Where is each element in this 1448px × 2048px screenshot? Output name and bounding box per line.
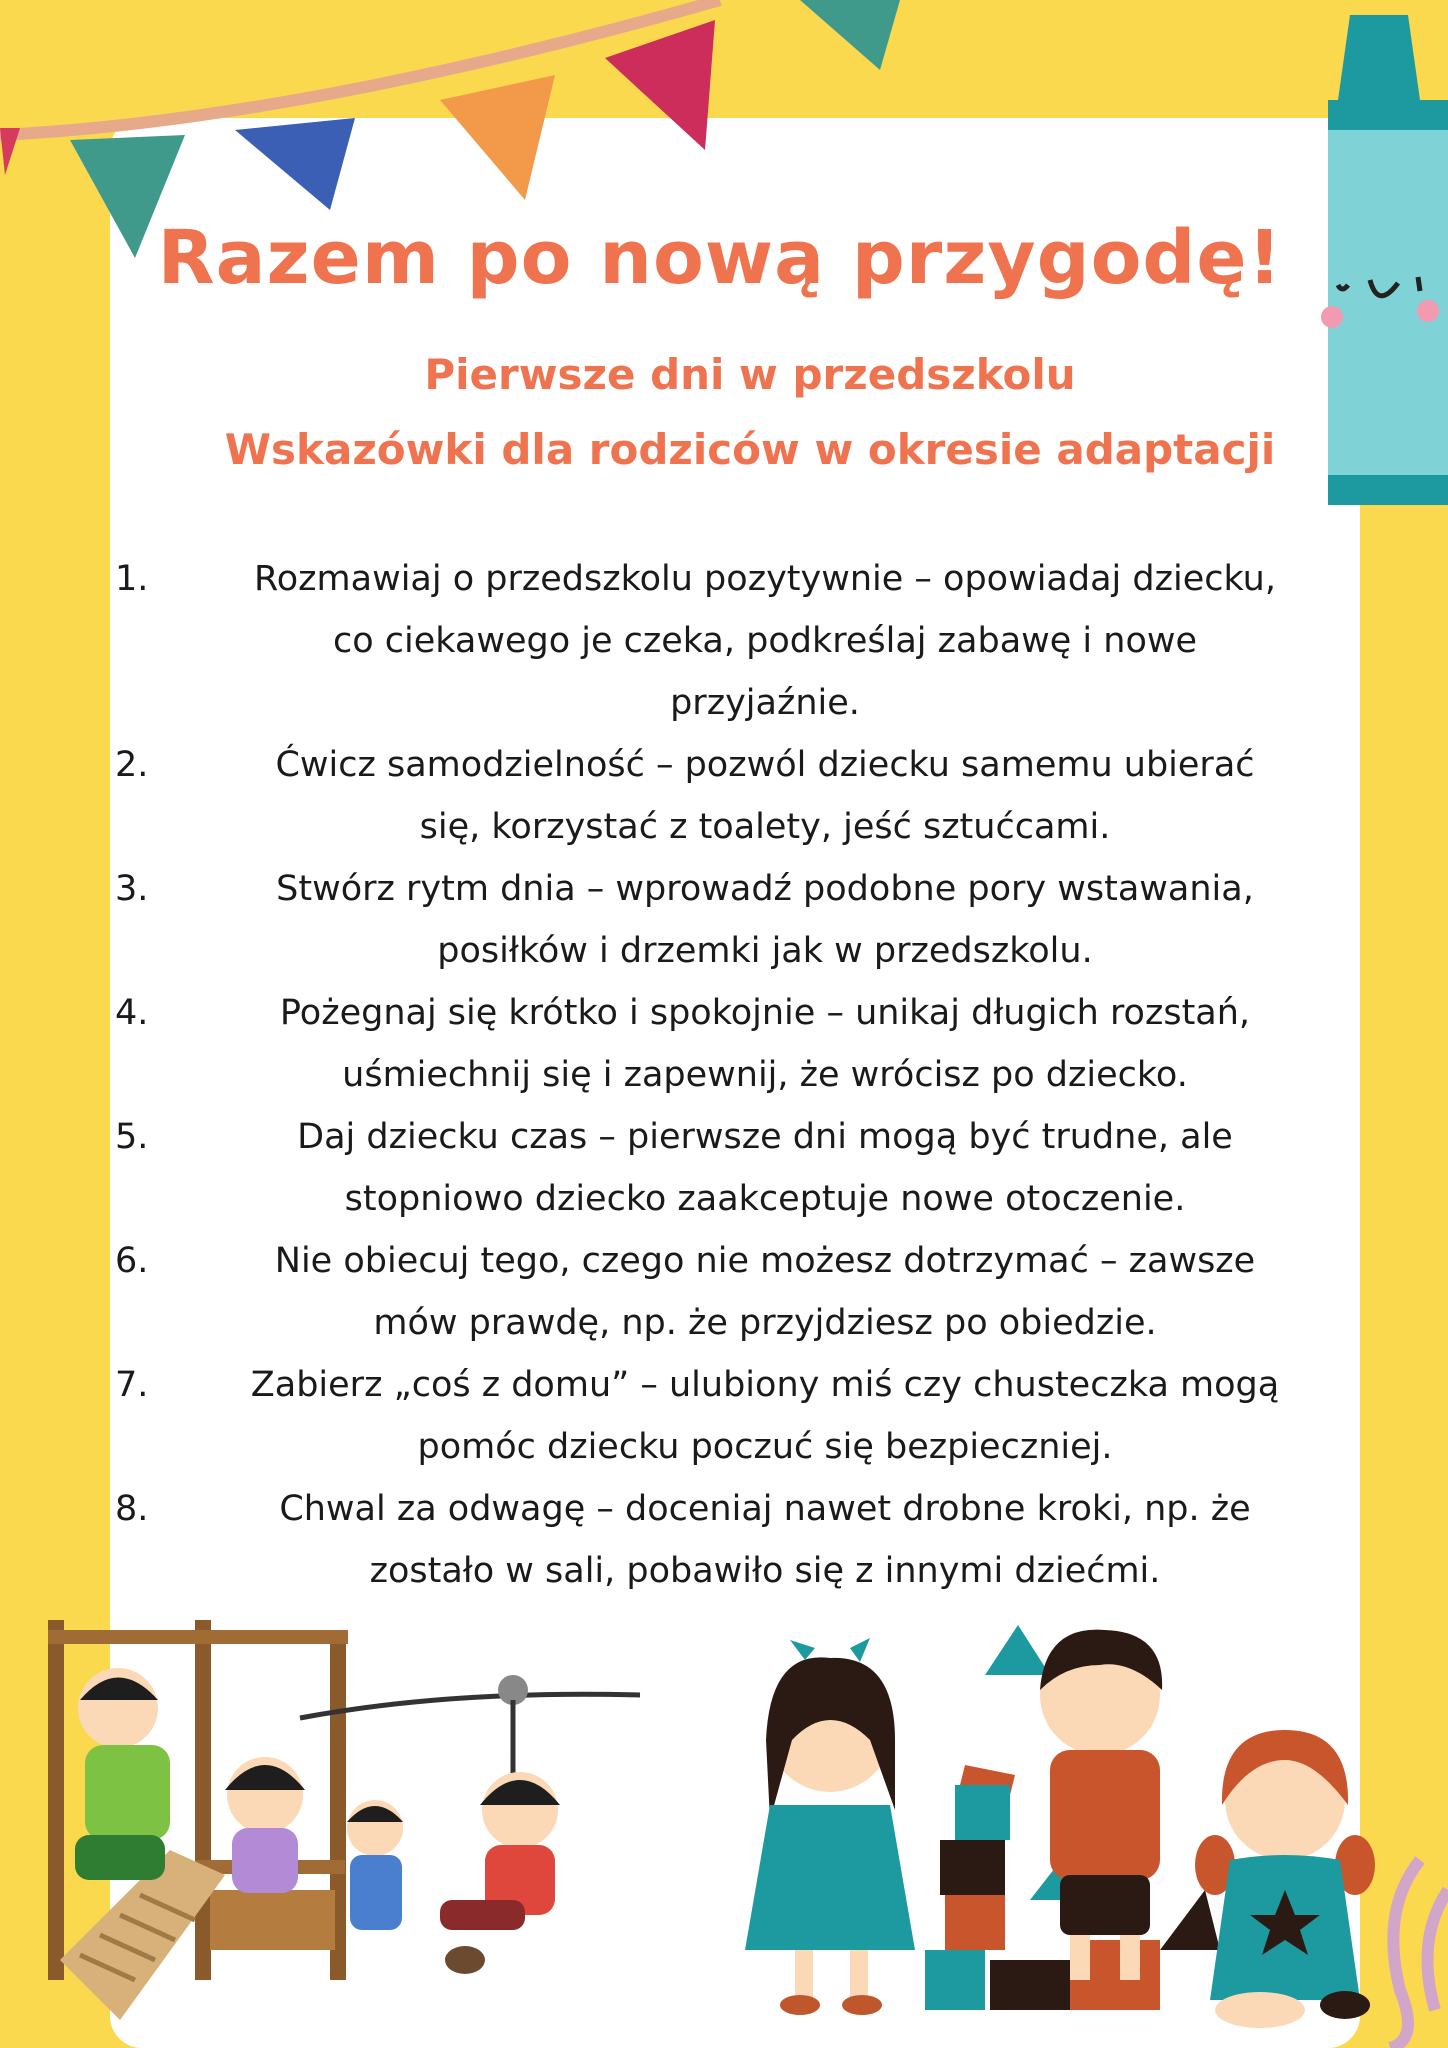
bunting-flag	[605, 20, 715, 150]
tip-text: Ćwicz samodzielność – pozwól dziecku samemu ubierać się, korzystać z toalety, jeść sztućcami.	[275, 745, 1255, 847]
tip-text: Chwal za odwagę – doceniaj nawet drobne kroki, np. że zostało w sali, pobawiło się z innymi dziećmi.	[279, 1489, 1251, 1591]
tip-item	[110, 1478, 1360, 1602]
bunting-flag	[440, 75, 555, 200]
tip-text: Nie obiecuj tego, czego nie możesz dotrzymać – zawsze mów prawdę, np. że przyjdziesz po obiedzie.	[274, 1241, 1256, 1343]
bunting-flag	[800, 0, 900, 70]
tip-item	[110, 1230, 1360, 1354]
subtitle-secondary: Wskazówki dla rodziców w okresie adaptacji	[224, 425, 1276, 474]
kids-blocks-illustration	[700, 1610, 1448, 2048]
tip-item	[110, 1354, 1360, 1478]
tip-number: 7.	[115, 1365, 149, 1405]
bunting-flag	[235, 118, 355, 210]
tip-text: Daj dziecku czas – pierwsze dni mogą być trudne, ale stopniowo dziecko zaakceptuje nowe otoczenie.	[297, 1117, 1233, 1219]
tip-number: 2.	[115, 745, 149, 785]
tip-number: 8.	[115, 1489, 149, 1529]
tip-item	[110, 1106, 1360, 1230]
tip-item	[110, 734, 1360, 858]
tip-number: 5.	[115, 1117, 149, 1157]
bunting-flag	[0, 128, 20, 175]
playground-illustration	[0, 1600, 680, 2048]
tip-item	[110, 548, 1360, 734]
tip-number: 4.	[115, 993, 149, 1033]
tip-number: 3.	[115, 869, 149, 909]
tip-item	[110, 858, 1360, 982]
tip-number: 6.	[115, 1241, 149, 1281]
subtitle: Pierwsze dni w przedszkolu	[424, 350, 1076, 399]
tip-item	[110, 982, 1360, 1106]
tips-list	[110, 548, 1360, 1602]
tip-text: Stwórz rytm dnia – wprowadź podobne pory wstawania, posiłków i drzemki jak w przedszkolu.	[276, 869, 1254, 971]
tip-text: Rozmawiaj o przedszkolu pozytywnie – opowiadaj dziecku, co ciekawego je czeka, podkreślaj zabawę i nowe przyjaźnie.	[254, 559, 1276, 723]
tip-text: Zabierz „coś z domu” – ulubiony miś czy chusteczka mogą pomóc dziecku poczuć się bezpieczniej.	[250, 1365, 1280, 1467]
page-title: Razem po nową przygodę!	[157, 215, 1283, 301]
tip-text: Pożegnaj się krótko i spokojnie – unikaj długich rozstań, uśmiechnij się i zapewnij, że wrócisz po dziecko.	[279, 993, 1251, 1095]
tip-number: 1.	[115, 559, 149, 599]
